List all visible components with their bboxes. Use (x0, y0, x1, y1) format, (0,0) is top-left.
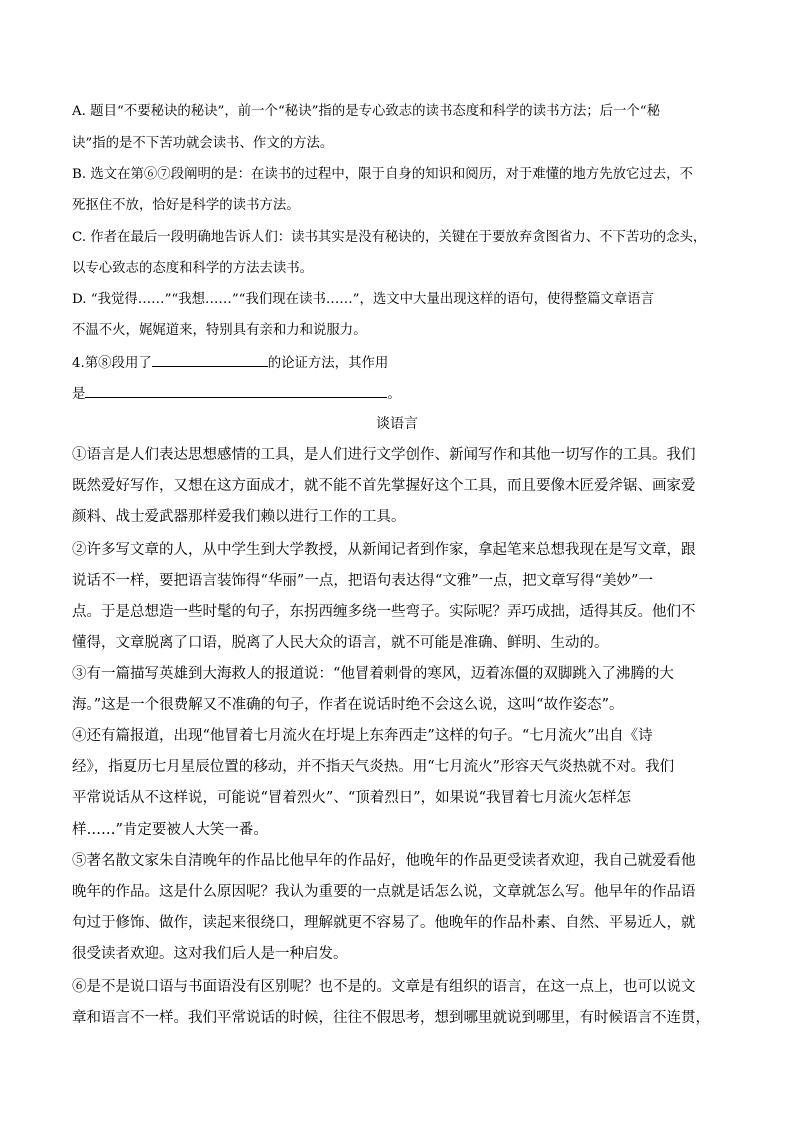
article-line: ②许多写文章的人，从中学生到大学教授，从新闻记者到作家，拿起笔来总想我现在是写文章，跟 (72, 542, 696, 558)
option-b-line-1: B. 选文在第⑥⑦段阐明的是：在读书的过程中，限于自身的知识和阅历，对于难懂的地方先放它过去，不 (72, 167, 693, 182)
article-line: 章和语言不一样。我们平常说话的时候，往往不假思考，想到哪里就说到哪里，有时候语言不连贯， (72, 1010, 710, 1026)
article-line: ①语言是人们表达思想感情的工具，是人们进行文学创作、新闻写作和其他一切写作的工具。我们 (72, 447, 696, 463)
article-line: ③有一篇描写英雄到大海救人的报道说：“他冒着刺骨的寒风，迈着冻僵的双脚跳入了沸腾的大 (72, 666, 674, 682)
article-line: 很受读者欢迎。这对我们后人是一种启发。 (72, 946, 348, 962)
article-title: 谈语言 (376, 416, 418, 432)
article-line: ④还有篇报道，出现“他冒着七月流火在圩堤上东奔西走”这样的句子。“七月流火”出自《诗 (72, 728, 653, 744)
article-line: 说话不一样，要把语言装饰得“华丽”一点，把语句表达得“文雅”一点，把文章写得“美妙”一 (72, 573, 653, 589)
article-line: 晚年的作品。这是什么原因呢？我认为重要的一点就是话怎么说，文章就怎么写。他早年的作品语 (72, 884, 696, 900)
question-4-line-1 (72, 352, 732, 374)
article-line: ⑥是不是说口语与书面语没有区别呢？也不是的。文章是有组织的语言，在这一点上，也可以说文 (72, 979, 696, 995)
question-4-prefix: 4.第⑧段用了 (72, 356, 152, 371)
article-line: 点。于是总想造一些时髦的句子，东拐西缠多绕一些弯子。实际呢？弄巧成拙，适得其反。他们不 (72, 604, 696, 620)
option-d-line-1: D. “我觉得……”“我想……”“我们现在读书……”，选文中大量出现这样的语句，使得整篇文章语言 (72, 292, 655, 307)
question-4-line-2 (72, 383, 732, 405)
option-d-line-2: 不温不火，娓娓道来，特别具有亲和力和说服力。 (72, 323, 367, 338)
question-4-line2-suffix: 。 (387, 387, 401, 402)
article-line: 平常说话从不这样说，可能说“冒着烈火”、“顶着烈日”，如果说“我冒着七月流火怎样怎 (72, 790, 632, 806)
answer-blank-effect[interactable] (85, 383, 387, 398)
option-a-line-1: A. 题目“不要秘诀的秘诀”，前一个“秘诀”指的是专心致志的读书态度和科学的读书方法；后一个“秘 (72, 104, 661, 119)
article-line: 经》，指夏历七月星辰位置的移动，并不指天气炎热。用“七月流火”形容天气炎热就不对。我们 (72, 759, 675, 775)
option-a-line-2: 诀”指的是不下苦功就会读书、作文的方法。 (72, 136, 334, 151)
article-line: 句过于修饰、做作，读起来很绕口，理解就更不容易了。他晚年的作品朴素、自然、平易近人，就 (72, 915, 696, 931)
article-line: ⑤著名散文家朱自清晚年的作品比他早年的作品好，他晚年的作品更受读者欢迎，我自己就爱看他 (72, 853, 696, 869)
article-line: 既然爱好写作，又想在这方面成才，就不能不首先掌握好这个工具，而且要像木匠爱斧锯、画家爱 (72, 478, 696, 494)
article-line: 懂得，文章脱离了口语，脱离了人民大众的语言，就不可能是准确、鲜明、生动的。 (72, 635, 609, 651)
question-4-line2-prefix: 是 (72, 387, 86, 402)
answer-blank-method[interactable] (152, 352, 268, 367)
question-4-middle: 的论证方法，其作用 (267, 356, 389, 371)
article-line: 海。”这是一个很费解又不准确的句子，作者在说话时绝不会这么说，这叫“故作姿态”。 (72, 697, 624, 713)
option-c-line-2: 以专心致志的态度和科学的方法去读书。 (72, 261, 314, 276)
article-line: 样……”肯定要被人大笑一番。 (72, 822, 268, 838)
option-c-line-1: C. 作者在最后一段明确地告诉人们：读书其实是没有秘诀的，关键在于要放弃贪图省力、不下苦功的念头， (72, 230, 707, 245)
article-line: 颜料、战士爱武器那样爱我们赖以进行工作的工具。 (72, 509, 406, 525)
option-b-line-2: 死抠住不放，恰好是科学的读书方法。 (72, 198, 300, 213)
